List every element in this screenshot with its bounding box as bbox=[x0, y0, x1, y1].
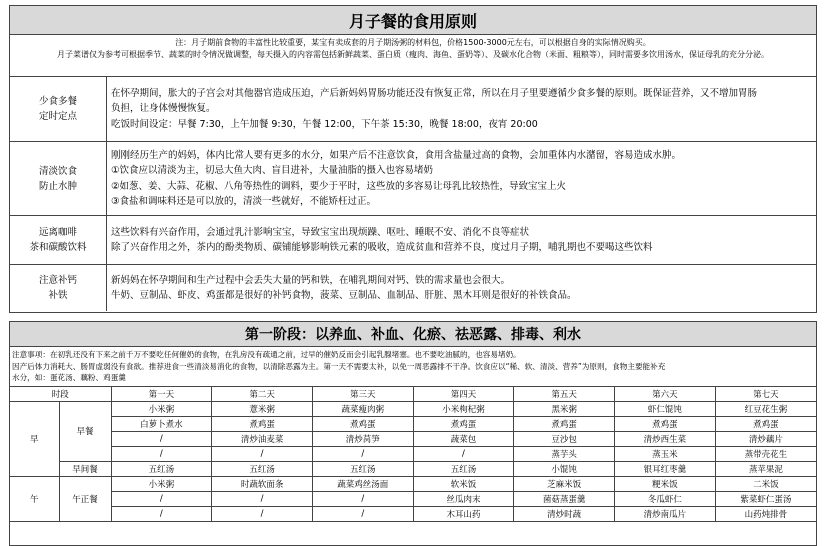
dish-cell: / bbox=[312, 506, 413, 521]
principle-line: ②如葱、姜、大蒜、花椒、八角等热性的调料，要少于平时，这些放的多容易让母乳比较热性，导致宝宝上火 bbox=[111, 180, 567, 192]
dish-cell: 红豆花生粥 bbox=[715, 401, 816, 416]
dish-cell: 粳米饭 bbox=[615, 476, 716, 491]
dish-cell: 煮鸡蛋 bbox=[413, 416, 514, 431]
dish-cell: / bbox=[212, 506, 313, 521]
meal-row bbox=[10, 461, 816, 476]
header-cell-day: 第二天 bbox=[212, 387, 313, 402]
principles-note-line: 注：月子期前食物的丰富性比较重要，某宝有卖成套的月子期汤粥的材料包，价格1500-3000元左右，可以根据自身的实际情况购买。 bbox=[175, 38, 651, 47]
dish-cell: 木耳山药 bbox=[413, 506, 514, 521]
dish-cell: 薏米粥 bbox=[212, 401, 313, 416]
principle-text bbox=[107, 216, 816, 264]
principle-label-line: 防止水肿 bbox=[38, 180, 77, 192]
dish-cell: / bbox=[413, 446, 514, 461]
header-cell-period: 时段 bbox=[10, 387, 111, 402]
dish-cell: 煮鸡蛋 bbox=[312, 416, 413, 431]
dish-cell: 软米饭 bbox=[413, 476, 514, 491]
principle-label-line: 注意补钙 bbox=[38, 275, 77, 286]
dish-cell: 煮鸡蛋 bbox=[715, 416, 816, 431]
dish-cell: 菌菇蒸蛋羹 bbox=[514, 491, 615, 506]
meal-row bbox=[10, 476, 816, 491]
principle-text bbox=[107, 265, 816, 311]
dish-cell: 清炒南瓜片 bbox=[615, 506, 716, 521]
dish-cell: 蔬菜瘦肉粥 bbox=[312, 401, 413, 416]
header-cell-day: 第七天 bbox=[715, 387, 816, 402]
dish-cell: 冬瓜虾仁 bbox=[615, 491, 716, 506]
dish-cell: / bbox=[212, 446, 313, 461]
principle-line: 新妈妈在怀孕期间和生产过程中会丢失大量的钙和铁，在哺乳期间对钙、铁的需求量也会很大。 bbox=[111, 274, 511, 286]
dish-cell: 二米饭 bbox=[715, 476, 816, 491]
period-cell: 午 bbox=[10, 476, 59, 521]
meal-plan-body bbox=[10, 401, 816, 521]
dish-cell: 煮鸡蛋 bbox=[212, 416, 313, 431]
principle-label bbox=[10, 142, 107, 215]
principles-title: 月子餐的食用原则 bbox=[10, 6, 816, 35]
principle-label bbox=[10, 216, 107, 264]
dish-cell: 蔬菜包 bbox=[413, 431, 514, 446]
header-cell-day: 第一天 bbox=[111, 387, 212, 402]
principle-line: ①饮食应以清淡为主，切忌大鱼大肉、盲目进补，大量油脂的摄入也容易堵奶 bbox=[111, 165, 434, 176]
dish-cell: 紫菜虾仁蛋汤 bbox=[715, 491, 816, 506]
dish-cell: 白萝卜煮水 bbox=[111, 416, 212, 431]
principle-row-meals bbox=[10, 77, 816, 142]
dish-cell: / bbox=[212, 491, 313, 506]
dish-cell: 清炒西生菜 bbox=[615, 431, 716, 446]
principle-label bbox=[10, 77, 107, 141]
principle-line: 刚刚经历生产的妈妈，体内比常人要有更多的水分，如果产后不注意饮食，食用含盐量过高的食物，会加重体内水潴留，容易造成水肿。 bbox=[111, 149, 682, 161]
dish-cell: 五红汤 bbox=[111, 461, 212, 476]
dish-cell: / bbox=[111, 506, 212, 521]
principle-line: ③食盐和调味料还是可以放的，清淡一些就好，不能矫枉过正。 bbox=[111, 196, 377, 207]
principle-text bbox=[107, 142, 816, 215]
principle-label-line: 清淡饮食 bbox=[38, 165, 77, 177]
dish-cell: / bbox=[111, 446, 212, 461]
principle-line: 除了兴奋作用之外，茶内的酚类物质、碳铺能够影响铁元素的吸收，造成贫血和营养不良，度过月子期，哺乳期也不要喝这些饮料 bbox=[111, 242, 653, 253]
dish-cell: 丝瓜肉末 bbox=[413, 491, 514, 506]
dish-cell: / bbox=[312, 491, 413, 506]
header-cell-day: 第六天 bbox=[615, 387, 716, 402]
dish-cell: 小米粥 bbox=[111, 401, 212, 416]
dish-cell: 清炒藕片 bbox=[715, 431, 816, 446]
dish-cell: 小米粥 bbox=[111, 476, 212, 491]
dish-cell: 煮鸡蛋 bbox=[514, 416, 615, 431]
meal-row bbox=[10, 446, 816, 461]
meal-row bbox=[10, 506, 816, 521]
dish-cell: 清炒莴笋 bbox=[312, 431, 413, 446]
dish-cell: 黑米粥 bbox=[514, 401, 615, 416]
dish-cell: 清炒油麦菜 bbox=[212, 431, 313, 446]
dish-cell: 蒸芋头 bbox=[514, 446, 615, 461]
period-cell: 早 bbox=[10, 401, 59, 476]
header-cell-day: 第四天 bbox=[413, 387, 514, 402]
dish-cell: 时蔬软面条 bbox=[212, 476, 313, 491]
principle-text bbox=[107, 77, 816, 141]
dish-cell: 豆沙包 bbox=[514, 431, 615, 446]
dish-cell: 五红汤 bbox=[212, 461, 313, 476]
stage1-title: 第一阶段：以养血、补血、化瘀、祛恶露、排毒、利水 bbox=[10, 322, 816, 347]
dish-cell: 小馄饨 bbox=[514, 461, 615, 476]
stage1-note-line: 因产后体力消耗大、肠胃虚弱没有食欲。推荐进食一些清淡易消化的食物，以清除恶露为主。第一天不需要太补，以免一周恶露排不干净。饮食应以“稀、软、清淡、营养”为原则，食物主要能补充 bbox=[12, 361, 666, 371]
stage1-note-line: 水分，如：蛋花汤、藕粉、鸡蛋羹 bbox=[12, 373, 126, 382]
meal-row bbox=[10, 416, 816, 431]
dish-cell: 银耳红枣羹 bbox=[615, 461, 716, 476]
principle-row-drinks bbox=[10, 216, 816, 265]
stage1-note-line: 注意事项：在初乳还没有下来之前千万不要吃任何催奶的食物，在乳房没有疏通之前，过早的催奶反而会引起乳腺堵塞。也不要吃油腻的，也容易堵奶。 bbox=[12, 350, 521, 359]
principle-line: 负担，让身体慢慢恢复。 bbox=[111, 103, 216, 115]
meal-row bbox=[10, 401, 816, 416]
dish-cell: 蔬菜鸡丝汤面 bbox=[312, 476, 413, 491]
principles-note-line: 月子菜谱仅为参考可根据季节、蔬菜的时令情况做调整，每天摄入的内容需包括新鲜蔬菜、蛋白质（瘦肉、海鱼、蛋奶等）、及碳水化合物（米面、粗粮等），同时需要多饮用汤水，保证母乳的充分分泌。 bbox=[57, 50, 769, 59]
dish-cell: 五红汤 bbox=[413, 461, 514, 476]
principle-row-calcium-iron bbox=[10, 265, 816, 311]
meal-name-cell: 早餐 bbox=[59, 401, 111, 461]
header-cell-day: 第五天 bbox=[514, 387, 615, 402]
principle-label bbox=[10, 265, 107, 311]
principles-panel bbox=[9, 5, 817, 313]
principle-label-line: 远离咖啡 bbox=[38, 227, 77, 238]
principle-label-line: 补铁 bbox=[48, 290, 68, 301]
dish-cell: 小米枸杞粥 bbox=[413, 401, 514, 416]
principle-line: 在怀孕期间，胀大的子宫会对其他器官造成压迫，产后新妈妈胃肠功能还没有恢复正常，所以在月子里要遵循少食多餐的原则。既保证营养，又不增加胃肠 bbox=[111, 87, 758, 99]
meal-row bbox=[10, 431, 816, 446]
stage1-panel bbox=[9, 321, 817, 546]
dish-cell: 五红汤 bbox=[312, 461, 413, 476]
dish-cell: 蒸苹果泥 bbox=[715, 461, 816, 476]
dish-cell: 煮鸡蛋 bbox=[615, 416, 716, 431]
meal-row bbox=[10, 491, 816, 506]
meal-plan-header-row bbox=[10, 387, 816, 402]
dish-cell: 蒸带壳花生 bbox=[715, 446, 816, 461]
principle-label-line: 少食多餐 bbox=[38, 96, 77, 107]
principle-label-line: 定时定点 bbox=[38, 111, 77, 122]
dish-cell: / bbox=[111, 491, 212, 506]
dish-cell: 蒸玉米 bbox=[615, 446, 716, 461]
dish-cell: 芝麻米饭 bbox=[514, 476, 615, 491]
principle-row-light-diet bbox=[10, 142, 816, 216]
dish-cell: 清炒时蔬 bbox=[514, 506, 615, 521]
dish-cell: / bbox=[312, 446, 413, 461]
principle-line: 牛奶、豆制品、虾皮、鸡蛋都是很好的补钙食物，菠菜、豆制品、血制品、肝脏、黑木耳则是很好的补铁食品。 bbox=[111, 290, 577, 301]
dish-cell: / bbox=[111, 431, 212, 446]
principle-line: 吃饭时间设定：早餐 7:30，上午加餐 9:30，午餐 12:00，下午茶 15:30，晚餐 18:00，夜宵 20:00 bbox=[111, 118, 538, 130]
principle-line: 这些饮料有兴奋作用，会通过乳汁影响宝宝，导致宝宝出现烦躁、呕吐、睡眠不安、消化不良等症状 bbox=[111, 226, 530, 238]
header-cell-day: 第三天 bbox=[312, 387, 413, 402]
principles-note bbox=[10, 35, 816, 77]
dish-cell: 虾仁馄饨 bbox=[615, 401, 716, 416]
dish-cell: 山药炖排骨 bbox=[715, 506, 816, 521]
meal-name-cell: 午正餐 bbox=[59, 476, 111, 521]
principle-label-line: 茶和碳酸饮料 bbox=[29, 242, 87, 253]
stage1-notes bbox=[10, 347, 816, 387]
meal-plan-table bbox=[10, 387, 816, 522]
meal-name-cell: 早间餐 bbox=[59, 461, 111, 476]
